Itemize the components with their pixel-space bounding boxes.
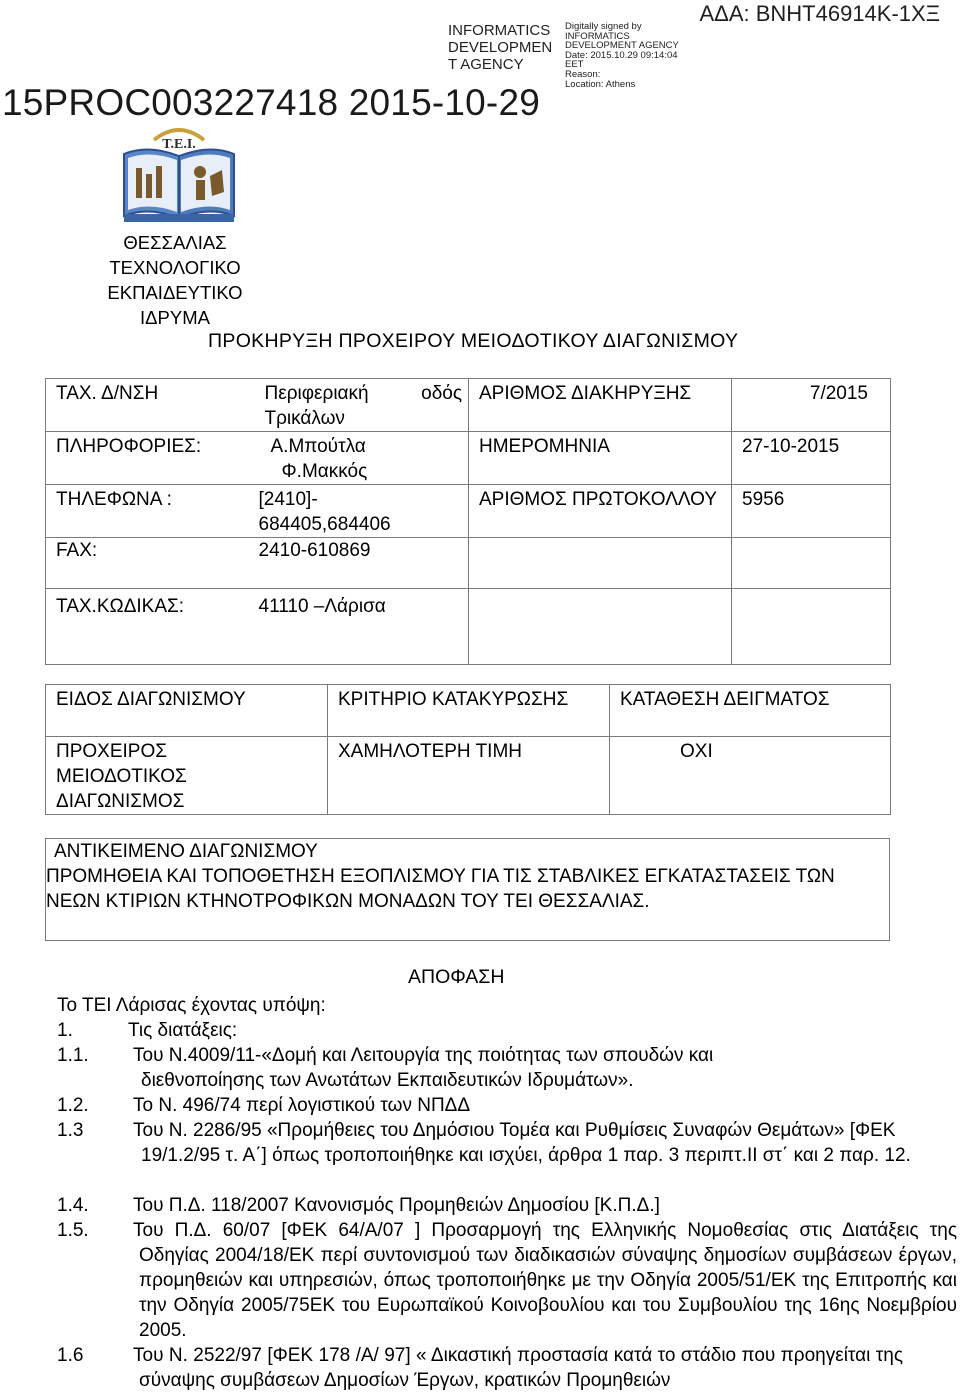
contact-value	[259, 432, 469, 485]
protocol-number-label: ΑΡΙΘΜΟΣ ΠΡΩΤΟΚΟΛΛΟΥ	[469, 485, 732, 538]
subject-box	[45, 838, 890, 941]
date-label: ΗΜΕΡΟΜΗΝΙΑ	[469, 432, 732, 485]
list-item-text: Του Π.Δ. 60/07 [ΦΕΚ 64/Α/07 ] Προσαρμογή της Ελληνικής Νομοθεσίας στις Διατάξεις της Οδηγίας 2004/18/ΕΚ περί συντονισμού των διαδικασιών σύναψης δημοσίων συμβάσεων έργων, προμηθειών και υπηρεσιών, όπως τροποποιήθηκε με την Οδηγία 2005/51/ΕΚ της Επιτροπής και την Οδηγία 2005/75ΕΚ του Ευρωπαϊκού Κοινοβουλίου και του Συμβουλίου της 16ης Νοεμβρίου 2005.	[133, 1220, 957, 1341]
digital-signer-name: INFORMATICS DEVELOPMENT AGENCY	[448, 22, 553, 73]
empty-cell	[469, 589, 732, 665]
award-criterion-value: ΧΑΜΗΛΟΤΕΡΗ ΤΙΜΗ	[328, 737, 610, 815]
phone-numbers: 684405,684406	[258, 514, 391, 535]
organization-line: ΤΕΧΝΟΛΟΓΙΚΟ ΕΚΠΑΙΔΕΥΤΙΚΟ	[107, 257, 243, 303]
address-label: ΤΑΧ. Δ/ΝΣΗ	[46, 379, 259, 432]
info-table	[45, 378, 891, 665]
list-number: 1.3	[57, 1120, 84, 1141]
decision-title: ΑΠΟΦΑΣΗ	[408, 966, 505, 988]
signature-line: DEVELOPMENT AGENCY	[565, 40, 679, 52]
tender-type-header: ΕΙΔΟΣ ΔΙΑΓΩΝΙΣΜΟΥ	[46, 685, 328, 737]
notice-number-label: ΑΡΙΘΜΟΣ ΔΙΑΚΗΡΥΞΗΣ	[469, 379, 732, 432]
document-title: ΠΡΟΚΗΡΥΞΗ ΠΡΟΧΕΙΡΟΥ ΜΕΙΟΔΟΤΙΚΟΥ ΔΙΑΓΩΝΙΣΜΟΥ	[208, 330, 739, 352]
award-criterion-header: ΚΡΙΤΗΡΙΟ ΚΑΤΑΚΥΡΩΣΗΣ	[328, 685, 610, 737]
signature-line: Location: Athens	[565, 78, 636, 90]
list-item-text: Τις διατάξεις:	[128, 1020, 238, 1041]
phone-prefix: [2410]-	[258, 489, 318, 510]
list-number: 1.4.	[57, 1195, 89, 1216]
contact-label: ΠΛΗΡΟΦΟΡΙΕΣ:	[46, 432, 259, 485]
decision-intro: Το ΤΕΙ Λάρισας έχοντας υπόψη:	[57, 995, 326, 1016]
fax-label: FAX:	[46, 538, 259, 589]
subject-text: ΠΡΟΜΗΘΕΙΑ ΚΑΙ ΤΟΠΟΘΕΤΗΣΗ ΕΞΟΠΛΙΣΜΟΥ ΓΙΑ ΤΙΣ ΣΤΑΒΛΙΚΕΣ ΕΓΚΑΤΑΣΤΑΣΕΙΣ ΤΩΝ ΝΕΩΝ ΚΤΙΡΙΩΝ ΚΤΗΝΟΤΡΟΦΙΚΩΝ ΜΟΝΑΔΩΝ ΤΟΥ ΤΕΙ ΘΕΣΣΑΛΙΑΣ.	[46, 866, 835, 912]
list-number: 1.6	[57, 1345, 84, 1366]
list-item-text: Του Ν. 2286/95 «Προμήθειες του Δημόσιου Τομέα και Ρυθμίσεις Συναφών Θεμάτων» [ΦΕΚ 19/1.2/95 τ. Α΄] όπως τροποποιήθηκε και ισχύει, άρθρα 1 παρ. 3 περιπτ.ΙΙ στ΄ και 2 παρ. 12.	[133, 1120, 911, 1166]
tender-table	[45, 684, 891, 815]
logo-text: Τ.Ε.Ι.	[162, 137, 196, 152]
organization-name	[40, 230, 310, 330]
list-item-text: Του Π.Δ. 118/2007 Κανονισμός Προμηθειών Δημοσίου [Κ.Π.Δ.]	[133, 1195, 660, 1216]
phone-value	[259, 485, 469, 538]
empty-cell	[732, 538, 891, 589]
phone-label: ΤΗΛΕΦΩΝΑ :	[46, 485, 259, 538]
protocol-number-value: 5956	[732, 485, 891, 538]
list-number: 1.1.	[57, 1045, 89, 1066]
empty-cell	[469, 538, 732, 589]
samples-value: ΟΧΙ	[610, 737, 891, 815]
list-number: 1.	[57, 1020, 73, 1041]
organization-line: ΘΕΣΣΑΛΙΑΣ	[123, 232, 227, 253]
list-item-text: Του Ν. 2522/97 [ΦΕΚ 178 /Α/ 97] « Δικαστική προστασία κατά το στάδιο που προηγείται της σύναψης συμβάσεων Δημοσίων Έργων, κρατικών Προμηθειών	[133, 1345, 903, 1391]
signature-line: Reason:	[565, 68, 601, 80]
notice-number-value: 7/2015	[732, 379, 891, 432]
samples-header: ΚΑΤΑΘΕΣΗ ΔΕΙΓΜΑΤΟΣ	[610, 685, 891, 737]
list-number: 1.5.	[57, 1220, 89, 1241]
signature-line: Digitally signed by	[565, 21, 642, 32]
address-value: Περιφεριακή οδός Τρικάλων	[259, 379, 469, 432]
postcode-value: 41110 –Λάρισα	[259, 589, 469, 665]
list-number: 1.2.	[57, 1095, 89, 1116]
postcode-label: ΤΑΧ.ΚΩΔΙΚΑΣ:	[46, 589, 259, 665]
subject-label: ΑΝΤΙΚΕΙΜΕΝΟ ΔΙΑΓΩΝΙΣΜΟΥ	[54, 841, 318, 862]
fax-value: 2410-610869	[259, 538, 469, 589]
tender-type-value: ΠΡΟΧΕΙΡΟΣ ΜΕΙΟΔΟΤΙΚΟΣ ΔΙΑΓΩΝΙΣΜΟΣ	[46, 737, 328, 815]
list-item-text: Το Ν. 496/74 περί λογιστικού των ΝΠΔΔ	[133, 1095, 471, 1116]
signature-line: Date: 2015.10.29 09:14:04	[565, 49, 678, 61]
contact-person: Α.Μπούτλα	[270, 436, 366, 457]
organization-line: ΙΔΡΥΜΑ	[140, 307, 210, 328]
ada-code: ΑΔΑ: ΒΝΗΤ46914Κ-1ΧΞ	[699, 1, 940, 26]
contact-person: Φ.Μακκός	[281, 461, 368, 482]
digital-signature-details	[565, 22, 679, 89]
university-book-logo-icon	[118, 126, 240, 226]
list-item-text: Του Ν.4009/11-«Δομή και Λειτουργία της ποιότητας των σπουδών και διεθνοποίησης των Ανωτάτων Εκπαιδευτικών Ιδρυμάτων».	[133, 1045, 714, 1091]
signature-line: EET	[565, 59, 584, 71]
date-value: 27-10-2015	[732, 432, 891, 485]
signature-line: INFORMATICS	[565, 30, 630, 42]
empty-cell	[732, 589, 891, 665]
protocol-id: 15PROC003227418 2015-10-29	[2, 82, 540, 123]
subject-cell	[46, 839, 890, 941]
